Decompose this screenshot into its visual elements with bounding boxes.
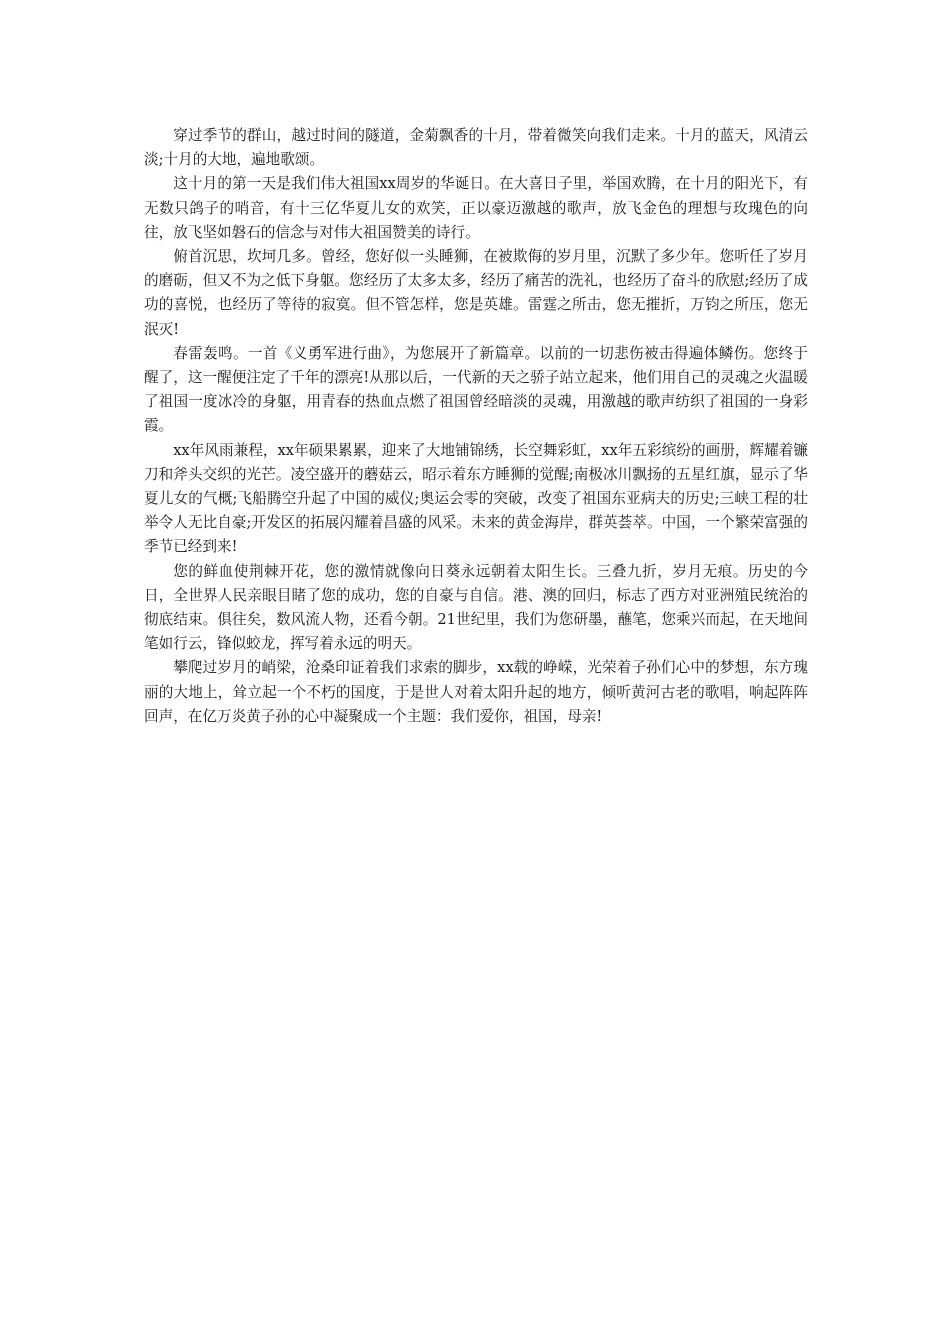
paragraph-1: 穿过季节的群山，越过时间的隧道，金菊飘香的十月，带着微笑向我们走来。十月的蓝天，风清云淡;十月的大地，遍地歌颂。: [144, 127, 808, 169]
paragraph-6: 您的鲜血使荆棘开花，您的激情就像向日葵永远朝着太阳生长。三叠九折，岁月无痕。历史的今日，全世界人民亲眼目睹了您的成功，您的自豪与自信。港、澳的回归，标志了西方对亚洲殖民统治的彻底结束。俱往矣，数风流人物，还看今朝。21世纪里，我们为您研墨，蘸笔，您乘兴而起，在天地间笔如行云，锋似蛟龙，挥写着永远的明天。: [144, 562, 808, 653]
paragraph-2: 这十月的第一天是我们伟大祖国xx周岁的华诞日。在大喜日子里，举国欢腾，在十月的阳光下，有无数只鸽子的哨音，有十三亿华夏儿女的欢笑，正以豪迈激越的歌声，放飞金色的理想与玫瑰色的向往，放飞坚如磐石的信念与对伟大祖国赞美的诗行。: [144, 175, 808, 241]
paragraph-7: 攀爬过岁月的峭梁，沧桑印证着我们求索的脚步，xx载的峥嵘，光荣着子孙们心中的梦想，东方瑰丽的大地上，耸立起一个不朽的国度，于是世人对着太阳升起的地方，倾听黄河古老的歌唱，响起阵阵回声，在亿万炎黄子孙的心中凝聚成一个主题：我们爱你，祖国，母亲!: [144, 659, 808, 725]
paragraph-3: 俯首沉思，坎坷几多。曾经，您好似一头睡狮，在被欺侮的岁月里，沉默了多少年。您听任了岁月的磨砺，但又不为之低下身躯。您经历了太多太多，经历了痛苦的洗礼，也经历了奋斗的欣慰;经历了成功的喜悦，也经历了等待的寂寞。但不管怎样，您是英雄。雷霆之所击，您无摧折，万钧之所压，您无泯灭!: [144, 248, 808, 338]
essay-body: [144, 124, 808, 729]
paragraph-5: xx年风雨兼程，xx年硕果累累，迎来了大地铺锦绣，长空舞彩虹，xx年五彩缤纷的画册，辉耀着镰刀和斧头交织的光芒。凌空盛开的蘑菇云，昭示着东方睡狮的觉醒;南极冰川飘扬的五星红旗，显示了华夏儿女的气概;飞船腾空升起了中国的威仪;奥运会零的突破，改变了祖国东亚病夫的历史;三峡工程的壮举令人无比自豪;开发区的拓展闪耀着昌盛的风采。未来的黄金海岸，群英荟萃。中国，一个繁荣富强的季节已经到来!: [144, 441, 808, 556]
paragraph-4: 春雷轰鸣。一首《义勇军进行曲》，为您展开了新篇章。以前的一切悲伤被击得遍体鳞伤。您终于醒了，这一醒便注定了千年的漂亮!从那以后，一代新的天之骄子站立起来，他们用自己的灵魂之火温暖了祖国一度冰冷的身躯，用青春的热血点燃了祖国曾经暗淡的灵魂，用激越的歌声纺织了祖国的一身彩霞。: [144, 344, 808, 435]
